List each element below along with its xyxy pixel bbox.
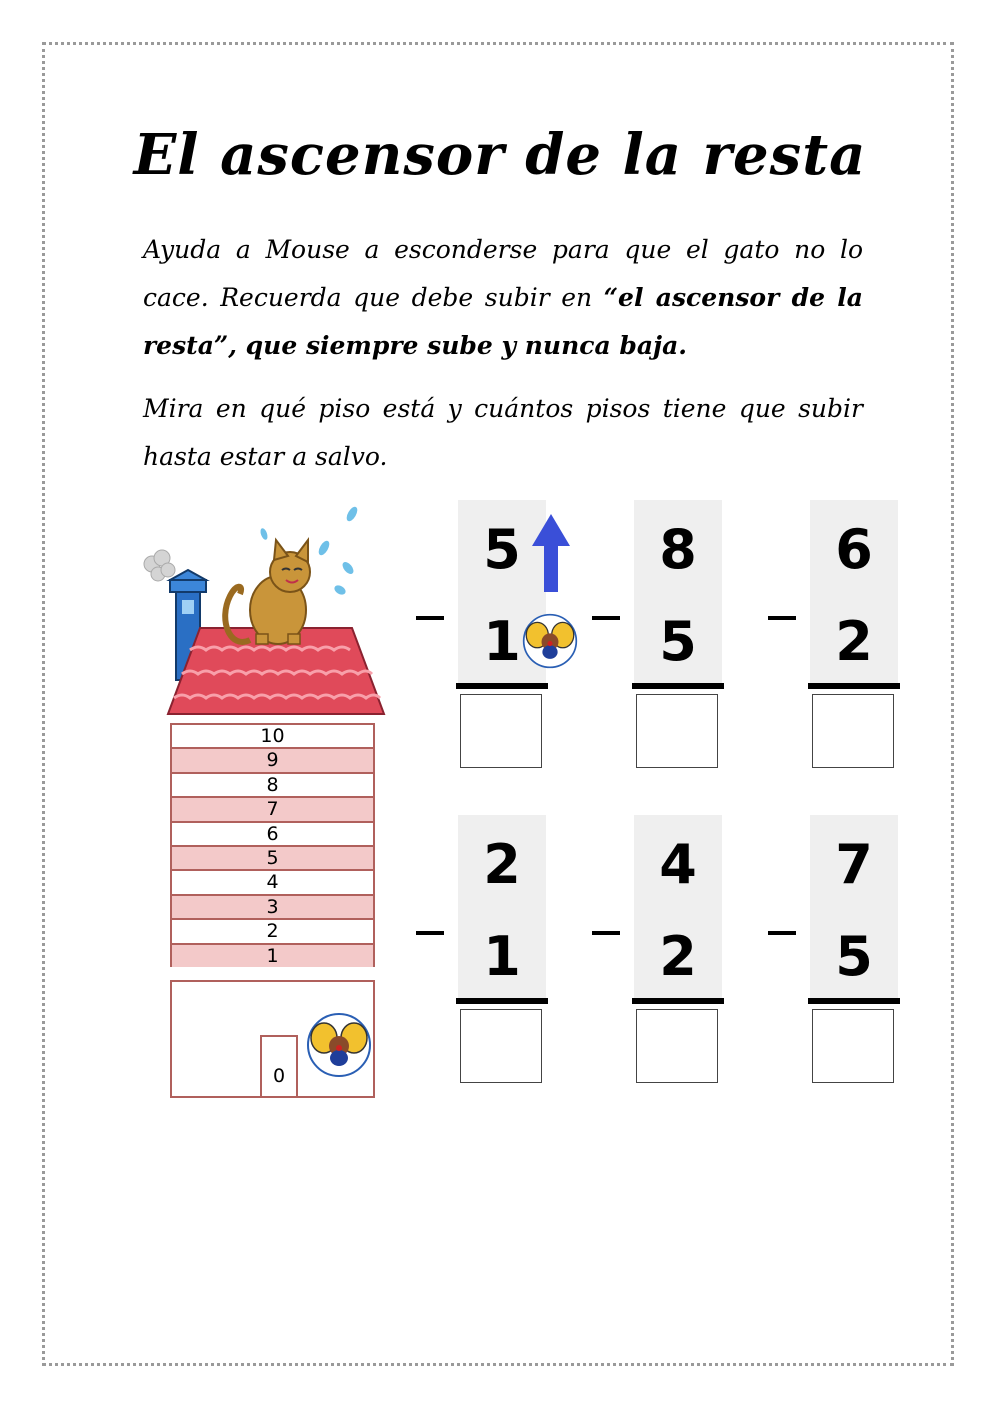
answer-box[interactable] [460,1009,542,1083]
floor-8: 8 [170,772,375,796]
subtrahend: 2 [835,610,873,673]
minus-sign [768,931,796,935]
door: 0 [260,1035,298,1096]
floor-9: 9 [170,747,375,771]
answer-box[interactable] [636,694,718,768]
result-line [808,998,900,1004]
instructions-bold-text: “el ascensor de la resta”, que siempre sube y nunca baja. [143,283,863,360]
subtrahend: 5 [659,610,697,673]
floor-6: 6 [170,821,375,845]
minus-sign [768,616,796,620]
instructions-paragraph-2: Mira en qué piso está y cuántos pisos tiene que subir hasta estar a salvo. [143,394,863,471]
ground-floor [170,980,375,1098]
minus-sign [416,931,444,935]
minus-sign [416,616,444,620]
result-line [456,683,548,689]
floor-4: 4 [170,869,375,893]
page-title: El ascensor de la resta [133,122,867,188]
mouse-icon [522,613,578,669]
minuend: 8 [659,518,697,581]
building-floors [170,723,375,967]
result-line [456,998,548,1004]
result-line [632,683,724,689]
instructions-paragraph-1 [143,226,863,370]
subtrahend: 1 [483,925,521,988]
floor-10: 10 [170,723,375,747]
minuend: 2 [483,833,521,896]
minuend: 4 [659,833,697,896]
answer-box[interactable] [460,694,542,768]
up-arrow-icon [530,512,572,594]
answer-box[interactable] [636,1009,718,1083]
mouse-icon [306,1012,372,1078]
minus-sign [592,616,620,620]
subtraction-problem-6 [768,815,908,1095]
subtraction-problem-5 [592,815,732,1095]
subtraction-problem-3 [768,500,908,780]
subtrahend: 1 [483,610,521,673]
instructions-text: Ayuda a Mouse a esconderse para que el gato no lo cace. Recuerda que debe subir en [143,235,863,312]
smoke-icon [144,550,175,581]
minuend: 6 [835,518,873,581]
result-line [808,683,900,689]
minuend: 7 [835,833,873,896]
floor-3: 3 [170,894,375,918]
answer-box[interactable] [812,1009,894,1083]
floor-7: 7 [170,796,375,820]
floor-2: 2 [170,918,375,942]
minus-sign [592,931,620,935]
minuend: 5 [483,518,521,581]
subtraction-problem-4 [416,815,556,1095]
subtraction-problem-2 [592,500,732,780]
floor-1: 1 [170,943,375,967]
result-line [632,998,724,1004]
answer-box[interactable] [812,694,894,768]
subtrahend: 5 [835,925,873,988]
floor-5: 5 [170,845,375,869]
subtrahend: 2 [659,925,697,988]
